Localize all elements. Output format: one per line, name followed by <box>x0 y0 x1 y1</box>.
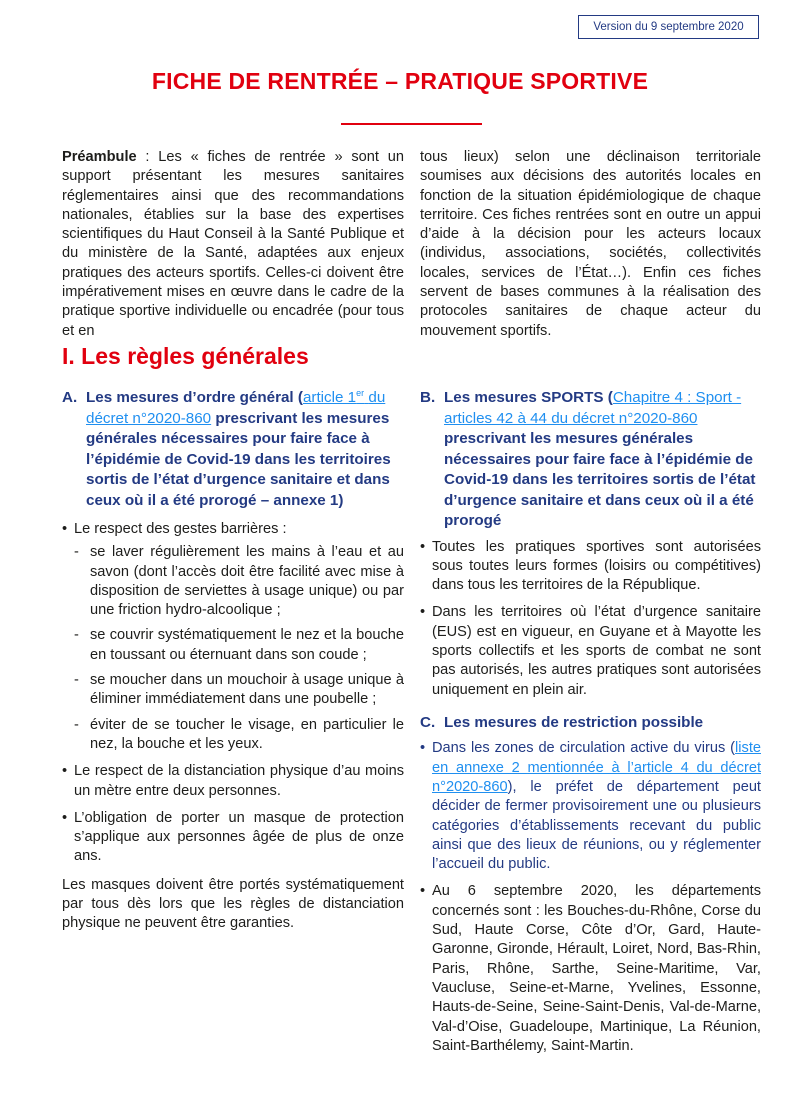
section-a-heading-post: prescrivant les mesures générales nécessaires pour faire face à l’épidémie de Covid-19 dans les territoires sortis de l’état d’urgence sanitaire et dans ceux où il a été prorogé – annexe 1) <box>86 409 391 509</box>
column-left <box>62 388 404 934</box>
section-c-heading-text: Les mesures de restriction possible <box>444 713 704 731</box>
section-b-heading-post: prescrivant les mesures générales nécessaires pour faire face à l’épidémie de Covid-19 dans les territoires sortis de l’état d’urgence sanitaire et dans ceux où il a été prorogé <box>444 430 756 529</box>
section-c-bullet1-post: ), le préfet de département peut décider de fermer provisoirement une ou plusieurs catégories d’établissements recevant du public ainsi que des lieux de réunions, ou y réglementer l’accueil du public. <box>432 778 761 873</box>
section-a-heading <box>62 388 404 511</box>
barrier-gestures-list <box>74 543 404 754</box>
section-b-heading <box>420 388 761 532</box>
list-item: - se laver régulièrement les mains à l’eau et au savon (dont l’accès doit être facilité avec mise à disposition de serviettes à usage unique) ou par une friction hydro-alcoolique ; <box>74 543 404 620</box>
section-c-list <box>420 739 761 1056</box>
preamble-right: tous lieux) selon une déclinaison territoriale soumises aux décisions des autorités locales en fonction de la situation épidémiologique de chaque territoire. Ces fiches rentrées sont en outre un appui d’aide à la décision pour les acteurs locaux (individus, associations, sociétés, collectivités locales, services de l’État…). Enfin ces fiches servent de bases communes à la réalisation des protocoles sanitaires de chaque acteur du mouvement sportifs. <box>420 149 761 339</box>
column-right <box>420 388 761 1056</box>
list-item: - se moucher dans un mouchoir à usage unique à éliminer immédiatement dans une poubelle ; <box>74 671 404 710</box>
barrier-gestures-text: Le respect des gestes barrières : <box>74 521 287 537</box>
masks-paragraph: Les masques doivent être portés systématiquement par tous dès lors que les règles de distanciation physique ne peuvent être garanties. <box>62 876 404 932</box>
list-item <box>420 739 761 874</box>
preamble-text-left: : Les « fiches de rentrée » sont un support présentant les mesures sanitaires réglementaires ainsi que des recommandations nationales, établies sur la base des expertises scientifiques du Haut Conseil à la Santé Publique et du ministère de la Santé, adaptées aux enjeux pratiques des acteurs sportifs. Celles-ci doivent être impérativement mises en œuvre dans le cadre de la pratique sportive individuelle ou encadrée (pour tous et en <box>62 149 404 339</box>
section-b-list <box>420 538 761 700</box>
list-item: • Au 6 septembre 2020, les départements concernés sont : les Bouches-du-Rhône, Corse du Sud, Haute Corse, Côte d’Or, Gard, Haute-Garonne, Gironde, Hérault, Loiret, Nord, Bas-Rhin, Paris, Rhône, Sarthe, Seine-Maritime, Var, Vaucluse, Seine-et-Marne, Yvelines, Essonne, Hauts-de-Seine, Seine-Saint-Denis, Val-de-Marne, Val-d’Oise, Guadeloupe, Martinique, La Réunion, Saint-Barthélemy, Saint-Martin. <box>420 882 761 1056</box>
list-item: • Le respect de la distanciation physique d’au moins un mètre entre deux personnes. <box>62 762 404 801</box>
title-divider <box>341 123 482 125</box>
list-item: • L’obligation de porter un masque de protection s’applique aux personnes âgée de plus de onze ans. <box>62 809 404 867</box>
section-c-bullet1-pre: Dans les zones de circulation active du virus ( <box>432 740 736 757</box>
annex-2-link[interactable]: liste en annexe 2 mentionnée à l’article 4 du décret n°2020-860 <box>432 740 761 795</box>
article-1-link[interactable]: article 1er du décret n°2020-860 <box>86 387 386 427</box>
section-a-letter: A. <box>62 389 78 406</box>
preamble-label: Préambule <box>62 149 137 165</box>
section-c-letter: C. <box>420 713 436 731</box>
chapter-4-link[interactable]: Chapitre 4 : Sport - articles 42 à 44 du décret n°2020-860 <box>444 389 742 427</box>
section-title: I. Les règles générales <box>62 343 309 369</box>
list-item <box>62 520 404 754</box>
section-a-list <box>62 520 404 867</box>
list-item: • Toutes les pratiques sportives sont autorisées sous toutes leurs formes (loisirs ou compétitives) dans tous les territoires de la République. <box>420 538 761 596</box>
version-badge: Version du 9 septembre 2020 <box>578 15 759 39</box>
section-a-heading-pre: Les mesures d’ordre général ( <box>86 389 303 406</box>
list-item: • Dans les territoires où l’état d’urgence sanitaire (EUS) est en vigueur, en Guyane et à Mayotte les sports collectifs et les sports de combat ne sont pas autorisés, les autres pratiques sont autorisées uniquement en plein air. <box>420 603 761 699</box>
section-c-heading <box>420 713 761 734</box>
page-title: FICHE DE RENTRÉE – PRATIQUE SPORTIVE <box>151 68 649 94</box>
list-item: - se couvrir systématiquement le nez et la bouche en toussant ou éternuant dans son coude ; <box>74 626 404 665</box>
preamble-left <box>62 148 404 341</box>
article-1-sup: er <box>356 387 365 398</box>
section-a-heading-text <box>86 388 404 511</box>
section-b-heading-text <box>444 388 761 532</box>
section-b-heading-pre: Les mesures SPORTS ( <box>444 389 613 406</box>
list-item: - éviter de se toucher le visage, en particulier le nez, la bouche et les yeux. <box>74 716 404 755</box>
section-b-letter: B. <box>420 389 436 406</box>
